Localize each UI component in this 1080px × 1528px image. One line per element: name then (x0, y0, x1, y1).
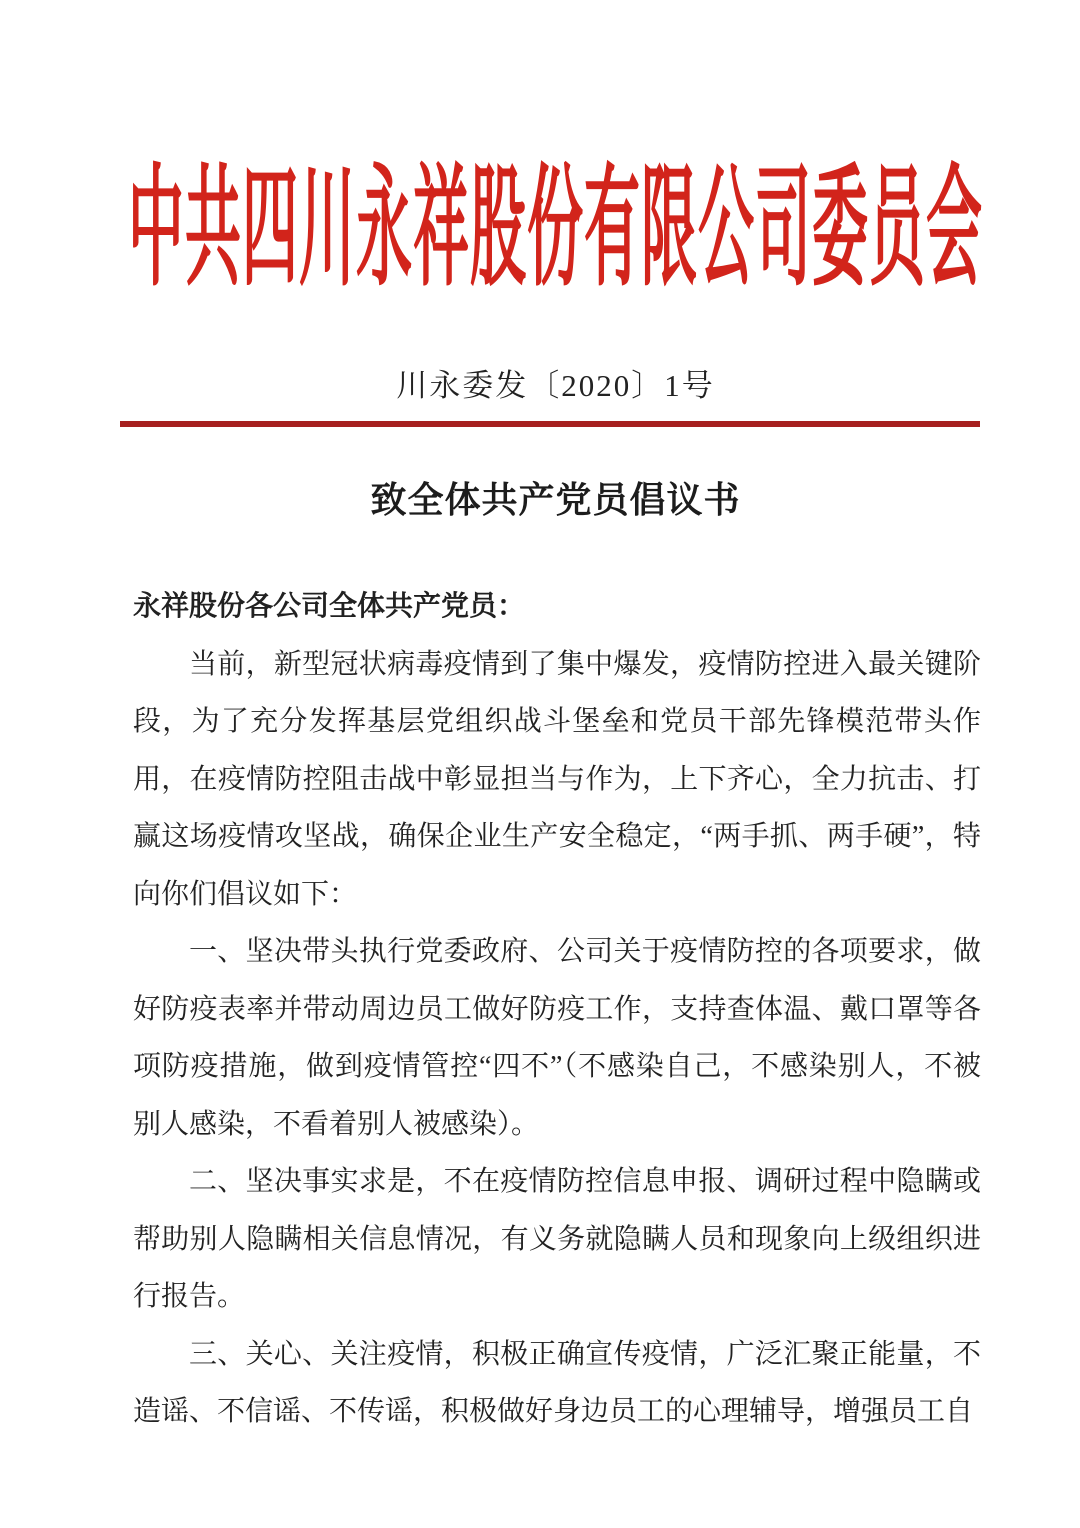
org-name-heading: 中共四川永祥股份有限公司委员会 (128, 157, 983, 304)
document-body (133, 578, 981, 1441)
paragraph-item-2: 二、坚决事实求是，不在疫情防控信息申报、调研过程中隐瞒或帮助别人隐瞒相关信息情况，有义务就隐瞒人员和现象向上级组织进行报告。 (133, 1166, 981, 1312)
salutation: 永祥股份各公司全体共产党员： (133, 591, 526, 622)
document-header (128, 148, 983, 304)
header-divider-line (120, 421, 980, 427)
doc-number: 川永委发〔2020〕1号 (396, 368, 715, 403)
document-title: 致全体共产党员倡议书 (370, 480, 741, 520)
paragraph-item-3: 三、关心、关注疫情，积极正确宣传疫情，广泛汇聚正能量，不造谣、不信谣、不传谣，积极做好身边员工的心理辅导，增强员工自 (133, 1338, 981, 1427)
paragraph-intro: 当前，新型冠状病毒疫情到了集中爆发，疫情防控进入最关键阶段，为了充分发挥基层党组织战斗堡垒和党员干部先锋模范带头作用，在疫情防控阻击战中彰显担当与作为，上下齐心，全力抗击、打赢这场疫情攻坚战，确保企业生产安全稳定，“两手抓、两手硬”，特向你们倡议如下： (133, 648, 981, 910)
paragraph-item-1: 一、坚决带头执行党委政府、公司关于疫情防控的各项要求，做好防疫表率并带动周边员工做好防疫工作，支持查体温、戴口罩等各项防疫措施，做到疫情管控“四不”（不感染自己，不感染别人，不被别人感染，不看着别人被感染）。 (133, 936, 981, 1140)
